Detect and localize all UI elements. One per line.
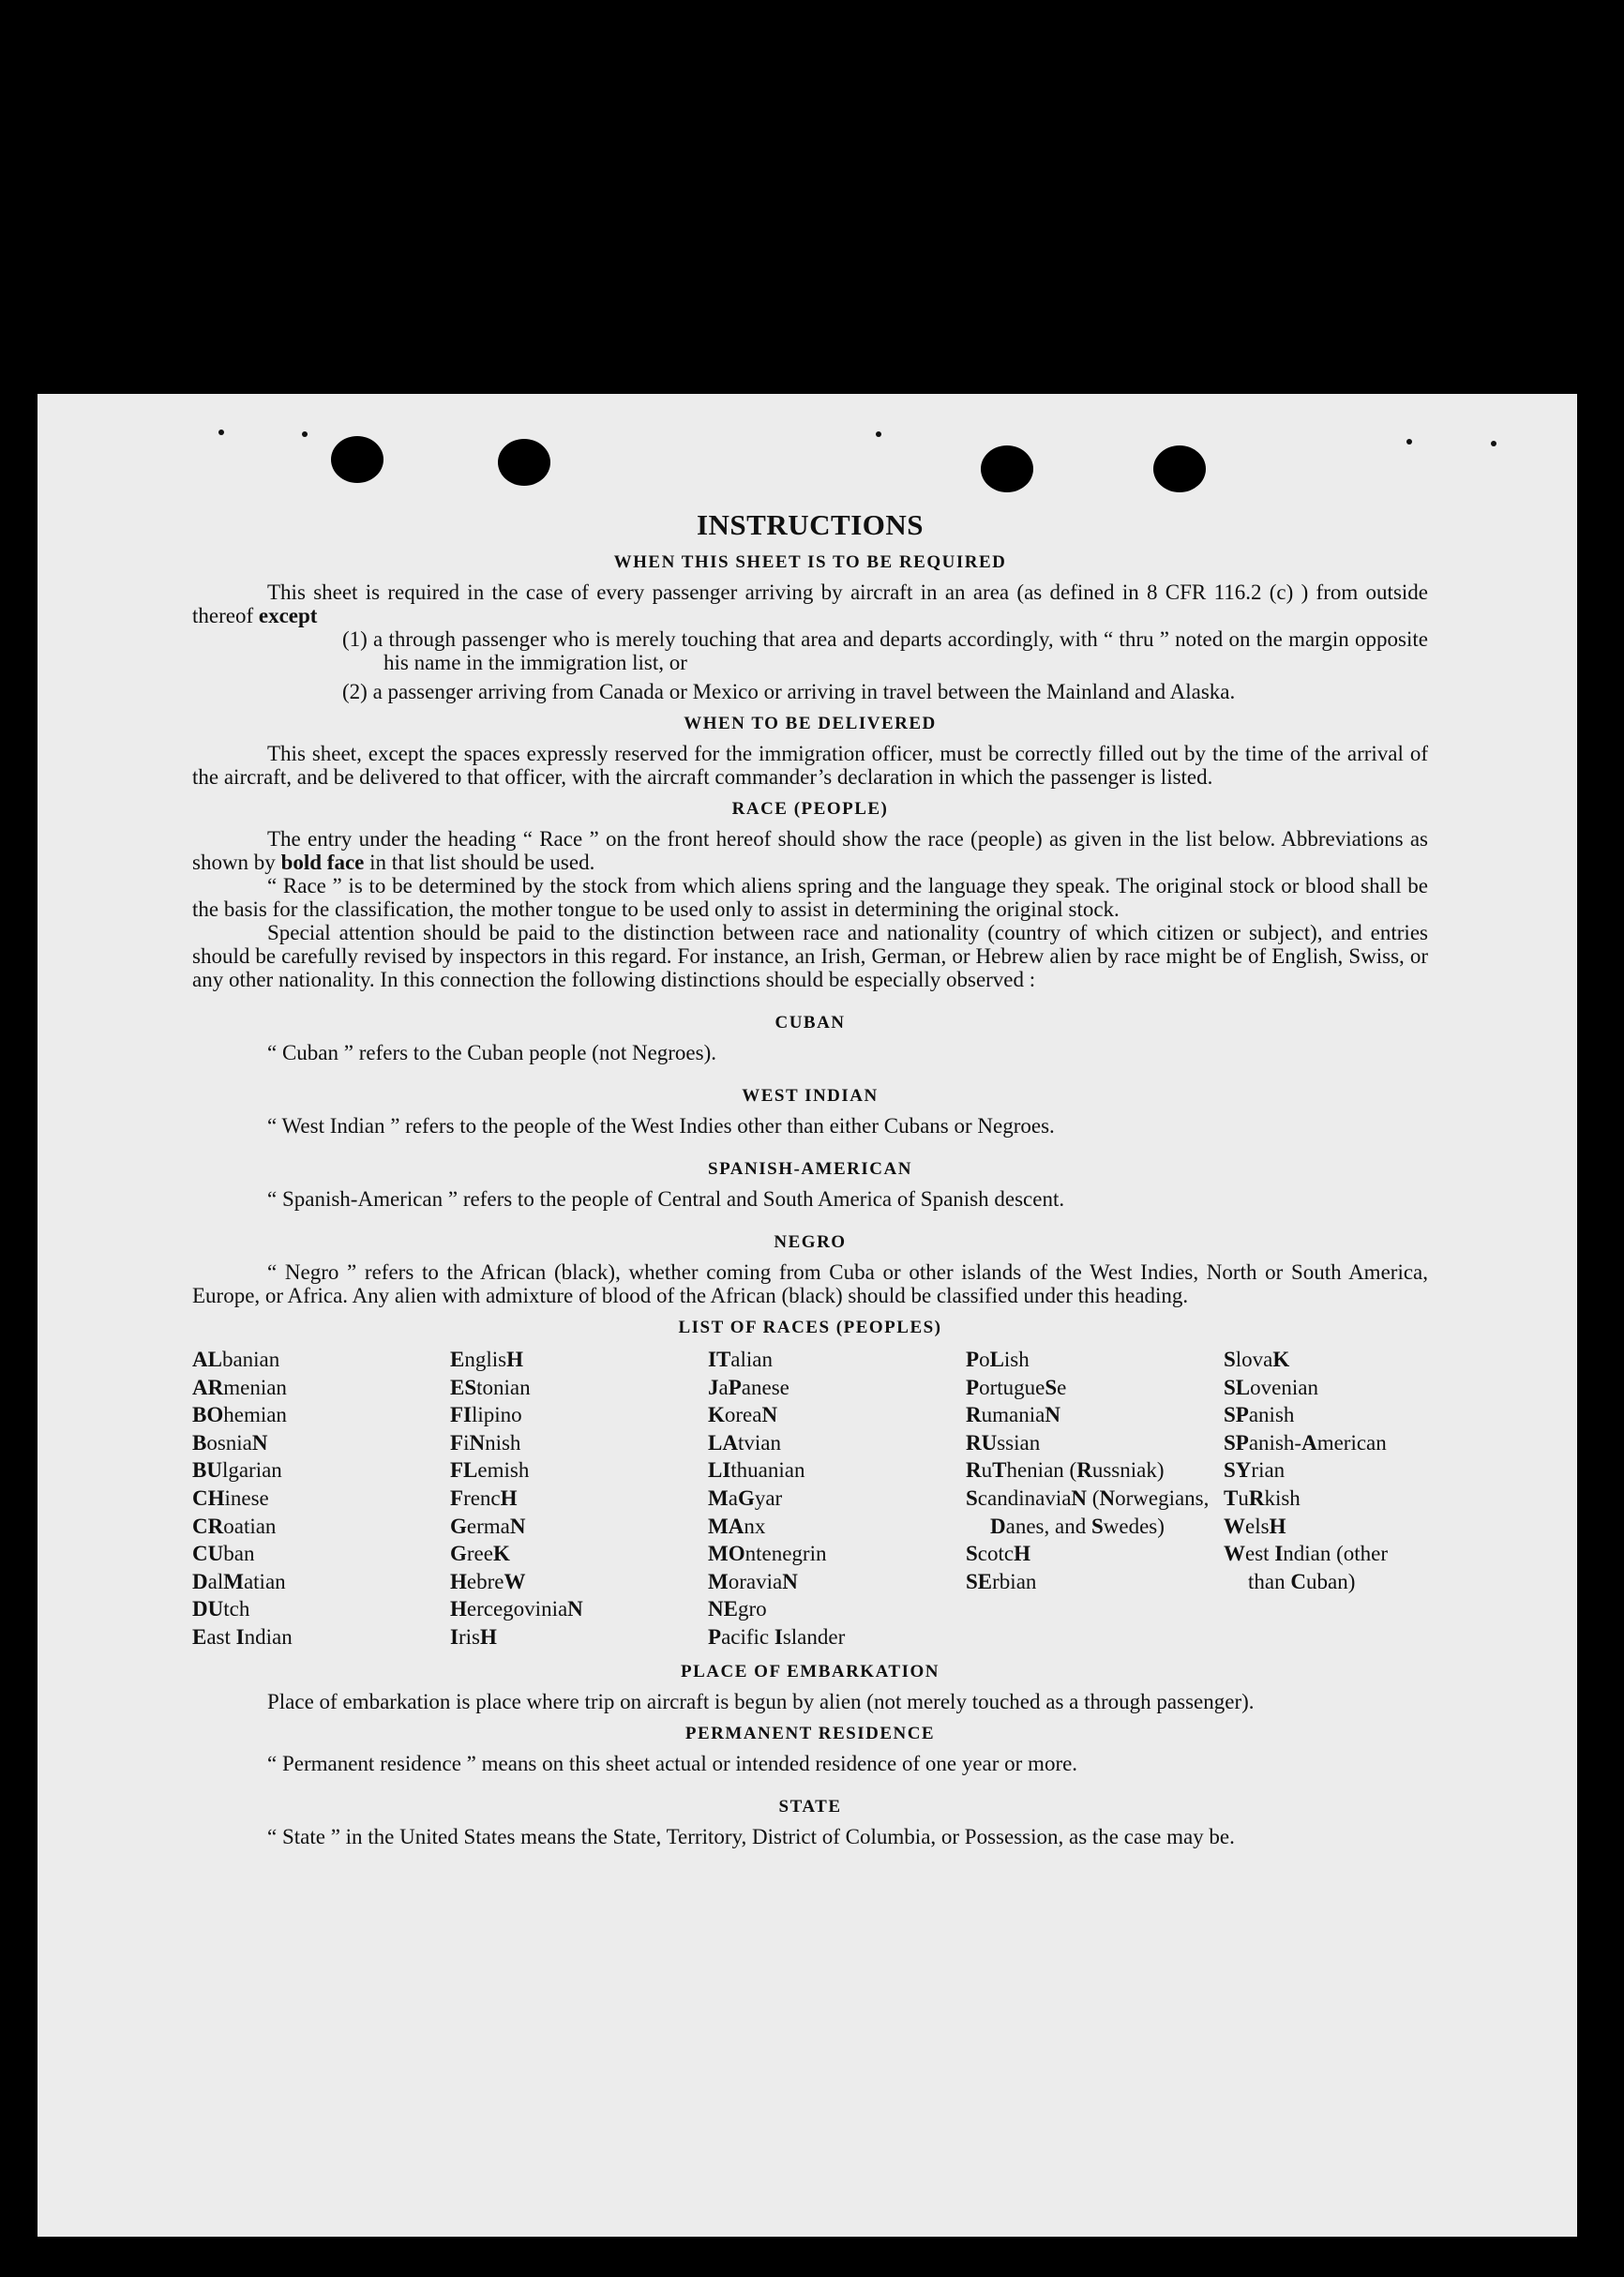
- race-entry: RUssian: [966, 1430, 1041, 1455]
- residence-text: “ Permanent residence ” means on this sheet actual or intended residence of one year or more.: [267, 1751, 1078, 1775]
- races-column-2: [450, 1346, 708, 1651]
- race-entry: GermaN: [450, 1514, 526, 1538]
- race-entry: GreeK: [450, 1542, 510, 1566]
- race-entry: SLovenian: [1224, 1375, 1318, 1399]
- punch-hole-icon: [1153, 445, 1206, 492]
- heading-permanent-residence: PERMANENT RESIDENCE: [684, 1723, 936, 1743]
- heading-cuban: CUBAN: [774, 1013, 846, 1033]
- race-entry: HebreW: [450, 1569, 526, 1593]
- race-entry: SPanish-American: [1224, 1430, 1387, 1455]
- race-entry: JaPanese: [708, 1375, 789, 1399]
- races-column-3: [708, 1346, 966, 1651]
- race-entry: ITalian: [708, 1348, 773, 1371]
- race-entry: LAtvian: [708, 1430, 781, 1455]
- required-intro: This sheet is required in the case of every passenger arriving by aircraft in an area (as defined in 8 CFR 116.2 (c) ) from outside thereof except: [192, 581, 1428, 627]
- heading-when-delivered: WHEN TO BE DELIVERED: [684, 714, 937, 733]
- race-entry: PoLish: [966, 1348, 1030, 1371]
- races-column-1: [192, 1346, 450, 1651]
- race-entry: EStonian: [450, 1375, 531, 1399]
- race-entry: DUtch: [192, 1597, 250, 1621]
- race-entry: IrisH: [450, 1624, 497, 1649]
- race-entry: ScandinaviaN (Norwegians, Danes, and Swedes): [966, 1485, 1210, 1538]
- race-entry: NEgro: [708, 1597, 767, 1621]
- race-paragraph-3: Special attention should be paid to the distinction between race and nationality (country of which citizen or subject), and entries should be carefully revised by inspectors in this regard. For instance, an Irish, German, or Hebrew alien by race might be of English, Swiss, or any other nationality. In this connection the following distinctions should be especially observed :: [192, 921, 1428, 991]
- punch-hole-icon: [498, 439, 550, 486]
- west-indian-text: “ West Indian ” refers to the people of the West Indies other than either Cubans or Negroes.: [267, 1114, 1055, 1138]
- races-column-5: [1224, 1346, 1428, 1651]
- race-entry: CRoatian: [192, 1514, 277, 1538]
- race-entry: MoraviaN: [708, 1569, 798, 1593]
- instruction-sheet: [38, 394, 1577, 2237]
- race-entry: FLemish: [450, 1458, 530, 1483]
- race-entry: MaGyar: [708, 1485, 783, 1510]
- heading-west-indian: WEST INDIAN: [742, 1086, 879, 1106]
- race-entry: BOhemian: [192, 1403, 287, 1427]
- race-paragraph-2: “ Race ” is to be determined by the stock from which aliens spring and the language they speak. The original stock or blood shall be the basis for the classification, the mother tongue to be used only to assist in determining the original stock.: [192, 874, 1428, 921]
- race-entry: RumaniaN: [966, 1403, 1060, 1427]
- negro-text: “ Negro ” refers to the African (black), whether coming from Cuba or other islands of the West Indies, North or South America, Europe, or Africa. Any alien with admixture of blood of the African (black) should be classified under this heading.: [192, 1260, 1428, 1307]
- race-entry: PortugueSe: [966, 1375, 1067, 1399]
- race-entry: ScotcH: [966, 1542, 1030, 1566]
- race-entry: West Indian (other than Cuban): [1224, 1542, 1389, 1593]
- race-entry: WelsH: [1224, 1514, 1286, 1538]
- race-entry: BUlgarian: [192, 1458, 282, 1483]
- race-entry: Pacific Islander: [708, 1624, 846, 1649]
- race-entry: CHinese: [192, 1485, 269, 1510]
- race-entry: RuThenian (Russniak): [966, 1458, 1165, 1483]
- race-paragraph-1: The entry under the heading “ Race ” on the front hereof should show the race (people) as given in the list below. Abbreviations as shown by bold face in that list should be used.: [192, 827, 1428, 874]
- speck-icon: [302, 431, 308, 437]
- race-entry: CUban: [192, 1542, 255, 1566]
- speck-icon: [1406, 439, 1412, 445]
- race-entry: ARmenian: [192, 1375, 287, 1399]
- speck-icon: [218, 430, 224, 435]
- heading-state: STATE: [778, 1796, 842, 1817]
- race-entry: East Indian: [192, 1624, 293, 1649]
- punch-hole-icon: [331, 436, 383, 483]
- required-item-1: (1) a through passenger who is merely touching that area and departs accordingly, with “ thru ” noted on the margin opposite his name in the immigration list, or: [342, 627, 1428, 674]
- heading-place-of-embarkation: PLACE OF EMBARKATION: [681, 1661, 940, 1681]
- race-entry: FrencH: [450, 1485, 518, 1510]
- race-entry: SPanish: [1224, 1403, 1295, 1427]
- race-entry: KoreaN: [708, 1403, 778, 1427]
- page-title: INSTRUCTIONS: [696, 508, 924, 541]
- heading-race: RACE (PEOPLE): [731, 799, 889, 819]
- race-entry: TuRkish: [1224, 1485, 1301, 1510]
- race-entry: MAnx: [708, 1514, 766, 1538]
- race-entry: LIthuanian: [708, 1458, 805, 1483]
- race-entry: HercegoviniaN: [450, 1597, 583, 1621]
- race-entry: DalMatian: [192, 1569, 286, 1593]
- instructions-body: [192, 508, 1428, 1848]
- race-entry: EnglisH: [450, 1348, 523, 1371]
- race-entry: SErbian: [966, 1569, 1037, 1593]
- heading-spanish-american: SPANISH-AMERICAN: [708, 1159, 912, 1179]
- race-entry: FiNnish: [450, 1430, 521, 1455]
- required-item-2: (2) a passenger arriving from Canada or Mexico or arriving in travel between the Mainland and Alaska.: [342, 680, 1236, 703]
- race-entry: SYrian: [1224, 1458, 1286, 1483]
- spanish-american-text: “ Spanish-American ” refers to the people of Central and South America of Spanish descent.: [267, 1187, 1065, 1211]
- speck-icon: [1491, 441, 1496, 446]
- heading-when-required: WHEN THIS SHEET IS TO BE REQUIRED: [613, 552, 1007, 572]
- delivered-text: This sheet, except the spaces expressly reserved for the immigration officer, must be correctly filled out by the time of the arrival of the aircraft, and be delivered to that officer, with the aircraft commander’s declaration in which the passenger is listed.: [192, 742, 1428, 789]
- races-list: [192, 1346, 1428, 1651]
- punch-hole-icon: [981, 445, 1033, 492]
- cuban-text: “ Cuban ” refers to the Cuban people (not Negroes).: [267, 1041, 717, 1064]
- race-entry: FIlipino: [450, 1403, 522, 1427]
- state-text: “ State ” in the United States means the State, Territory, District of Columbia, or Possession, as the case may be.: [267, 1824, 1235, 1848]
- race-entry: BosniaN: [192, 1430, 268, 1455]
- embarkation-text: Place of embarkation is place where trip on aircraft is begun by alien (not merely touched as a through passenger).: [267, 1689, 1255, 1713]
- race-entry: ALbanian: [192, 1348, 280, 1371]
- speck-icon: [876, 431, 881, 437]
- races-column-4: [966, 1346, 1224, 1651]
- race-entry: SlovaK: [1224, 1348, 1290, 1371]
- heading-list-of-races: LIST OF RACES (PEOPLES): [678, 1318, 942, 1337]
- heading-negro: NEGRO: [774, 1232, 847, 1252]
- race-entry: MOntenegrin: [708, 1542, 827, 1566]
